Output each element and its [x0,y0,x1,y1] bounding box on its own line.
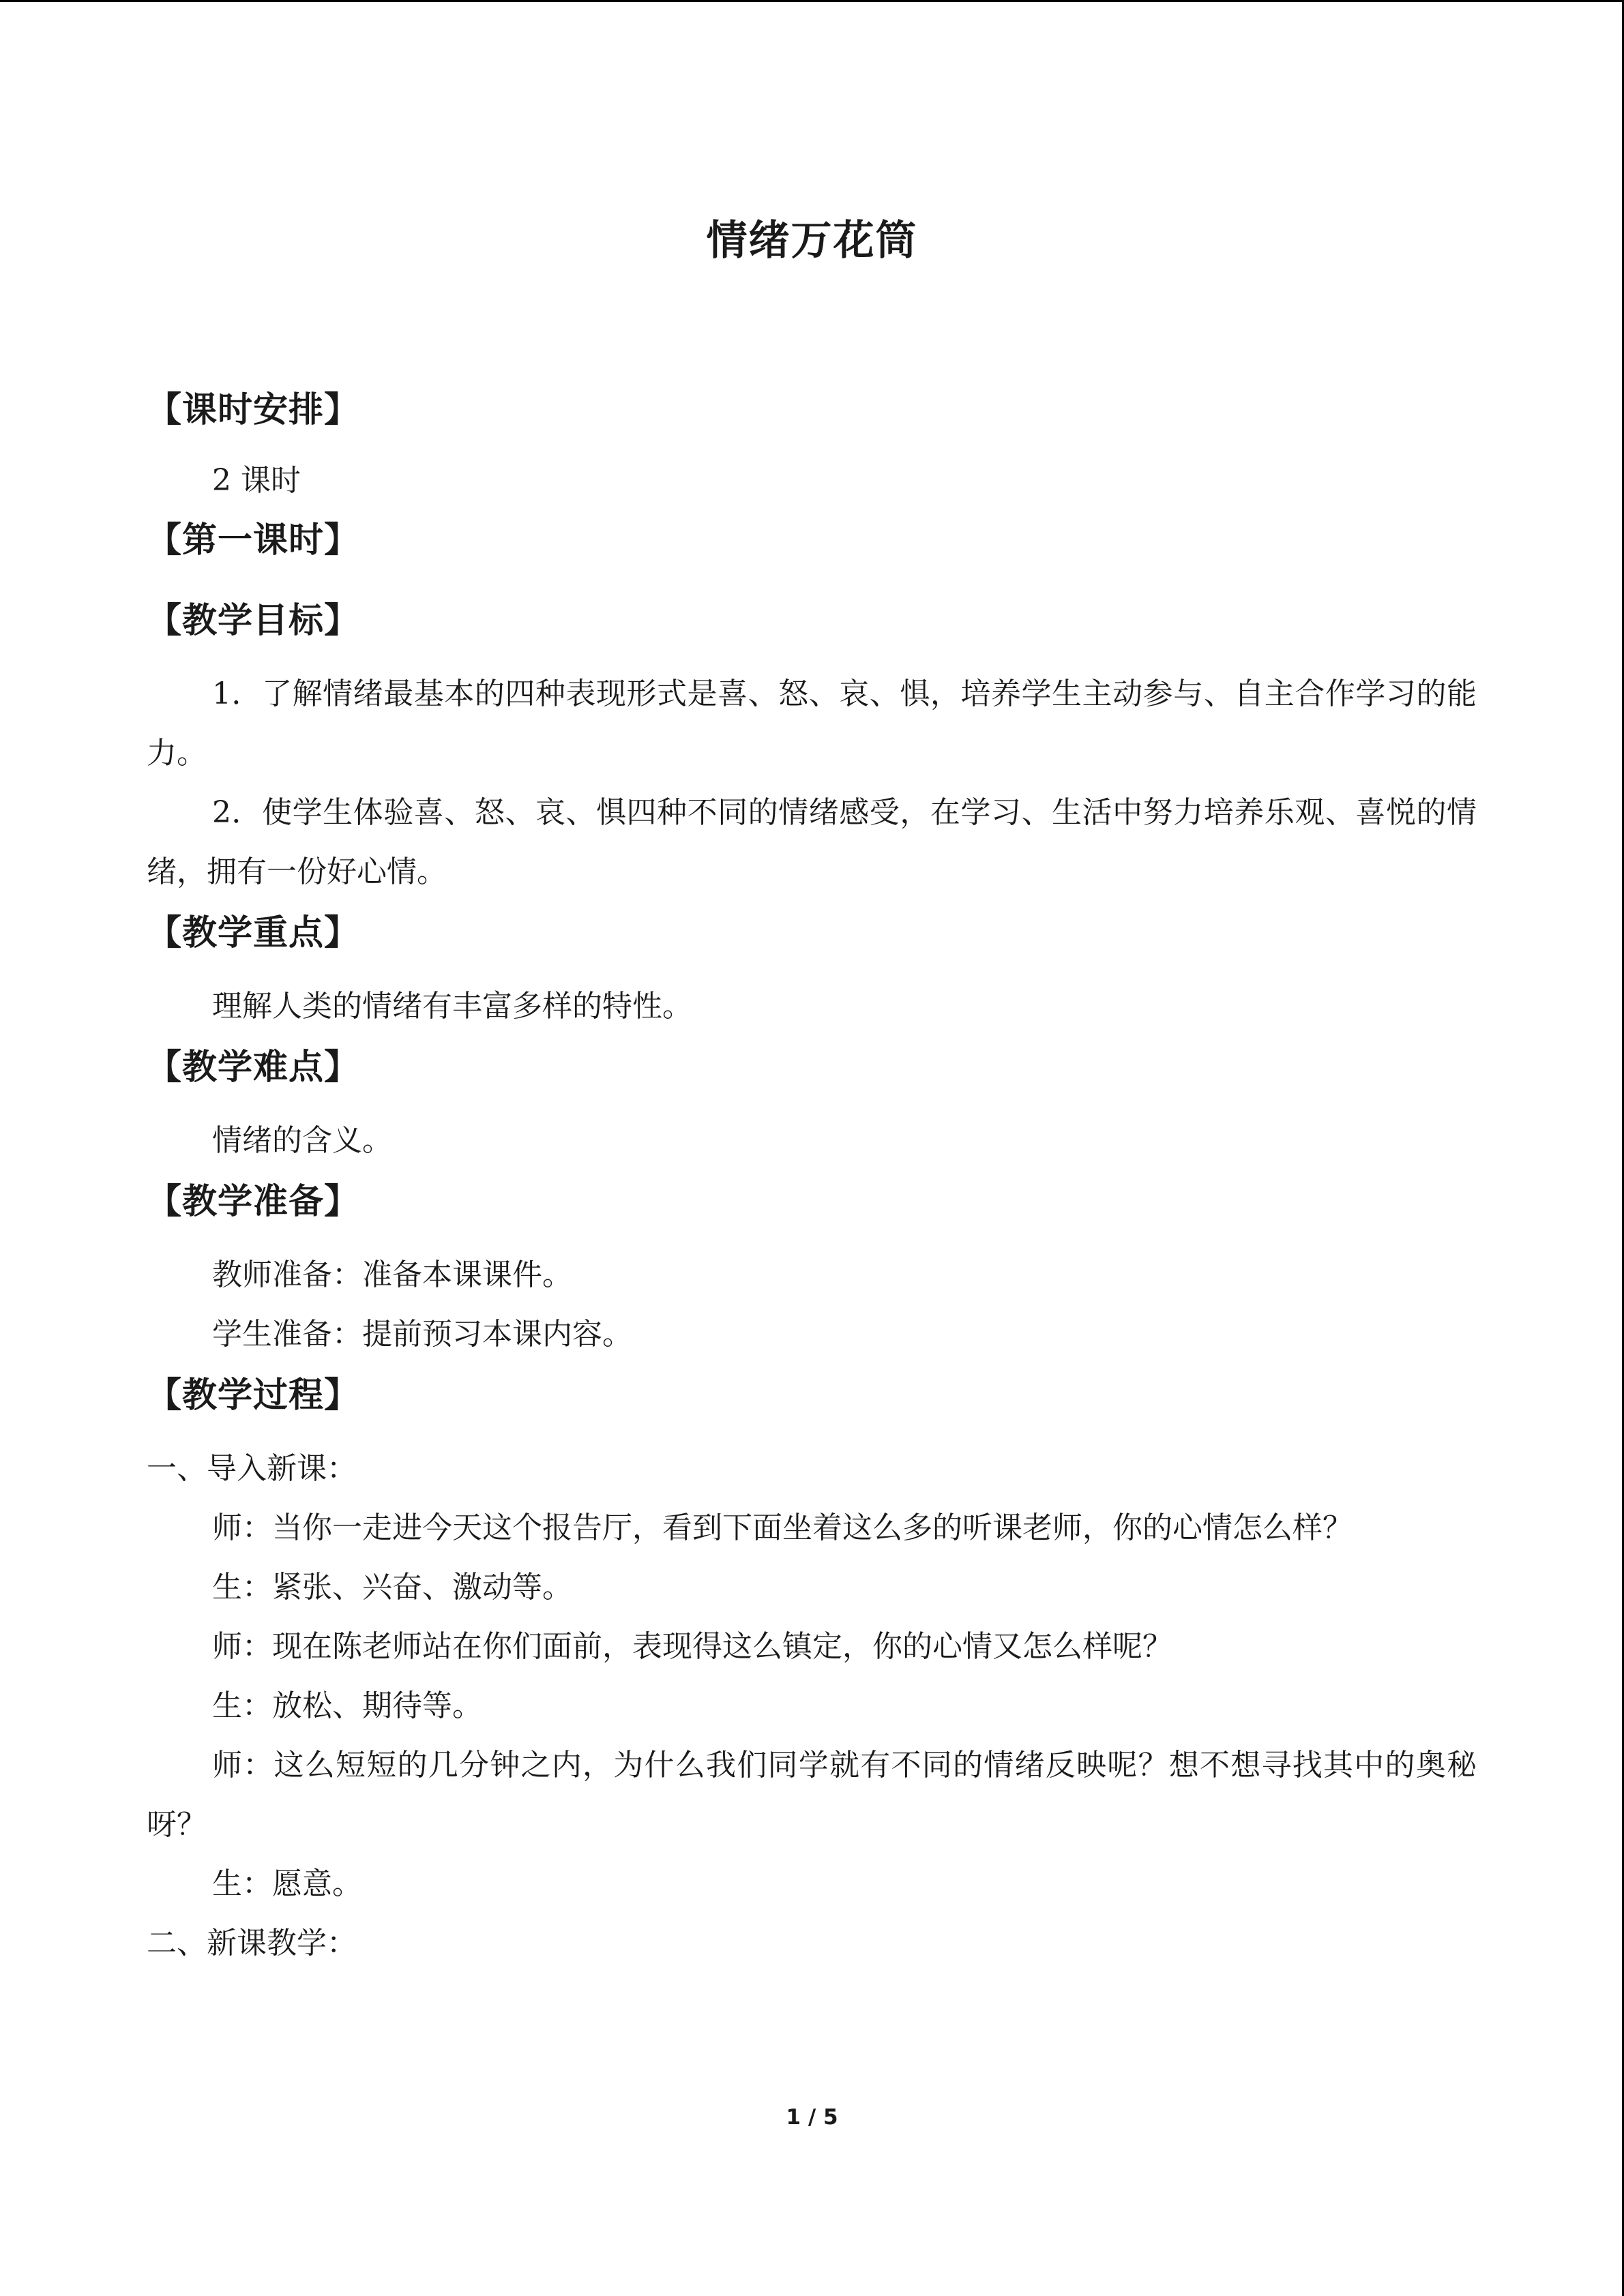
dialogue-line: 师：现在陈老师站在你们面前，表现得这么镇定，你的心情又怎么样呢？ [212,1629,1172,1664]
goal-item-1: 1．了解情绪最基本的四种表现形式是喜、怒、哀、惧，培养学生主动参与、自主合作学习的能力。 [147,676,1477,771]
dialogue-line: 师：这么短短的几分钟之内，为什么我们同学就有不同的情绪反映呢？想不想寻找其中的奥秘呀？ [147,1748,1477,1842]
difficulties-text: 情绪的含义。 [212,1123,392,1158]
dialogue-line: 生：愿意。 [212,1866,362,1901]
dialogue-line: 生：放松、期待等。 [212,1688,482,1723]
teacher-preparation: 教师准备：准备本课课件。 [212,1257,572,1292]
page-indicator: 1 / 5 [786,2105,838,2130]
process-part2-title: 二、新课教学： [147,1926,357,1960]
difficulties-heading: 【教学难点】 [147,1047,360,1088]
key-points-text: 理解人类的情绪有丰富多样的特性。 [212,989,692,1024]
dialogue-line: 生：紧张、兴奋、激动等。 [212,1570,572,1605]
dialogue-line: 师：当你一走进今天这个报告厅，看到下面坐着这么多的听课老师，你的心情怎么样？ [212,1510,1353,1545]
goals-heading: 【教学目标】 [147,601,360,641]
first-lesson-heading: 【第一课时】 [147,520,360,561]
process-part1-title: 一、导入新课： [147,1451,357,1486]
preparation-heading: 【教学准备】 [147,1182,360,1222]
key-points-heading: 【教学重点】 [147,913,360,953]
schedule-text: 2 课时 [212,463,301,498]
page-title: 情绪万花筒 [706,217,918,265]
schedule-heading: 【课时安排】 [147,390,360,430]
student-preparation: 学生准备：提前预习本课内容。 [212,1317,632,1352]
document-body [147,384,1477,1973]
goal-item-2: 2．使学生体验喜、怒、哀、惧四种不同的情绪感受，在学习、生活中努力培养乐观、喜悦的情绪，拥有一份好心情。 [147,795,1477,889]
process-heading: 【教学过程】 [147,1375,360,1416]
